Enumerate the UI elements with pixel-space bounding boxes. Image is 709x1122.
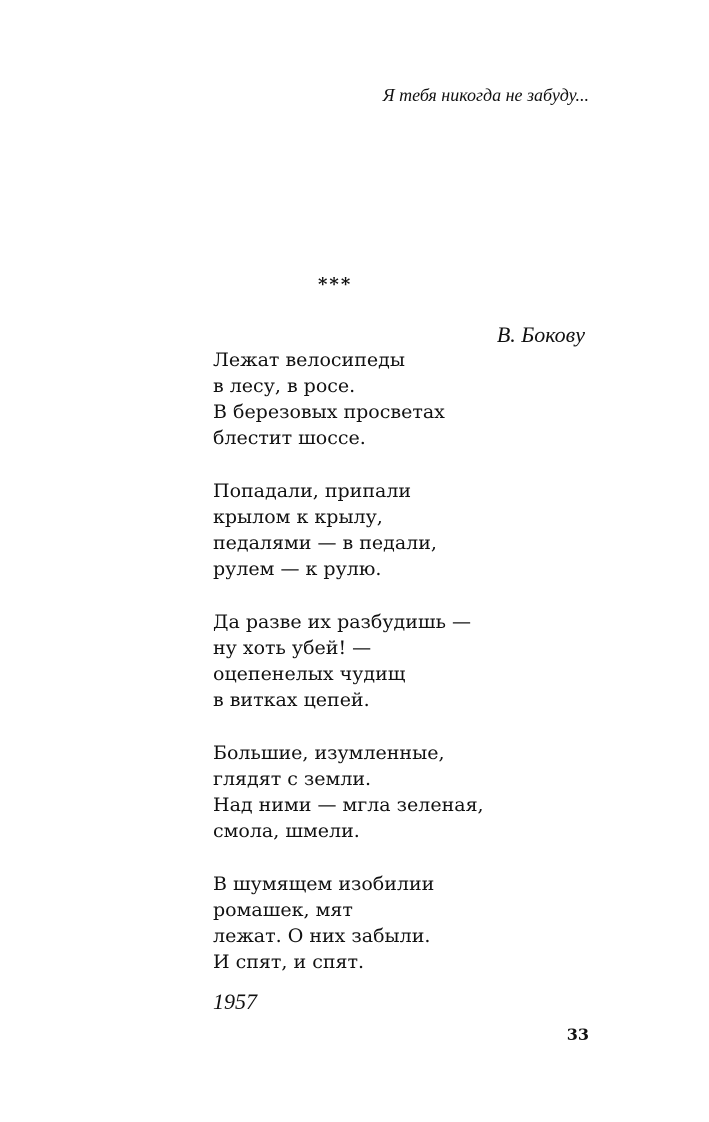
poem-line: в витках цепей. bbox=[213, 689, 370, 711]
poem-line: Лежат велосипеды bbox=[213, 349, 405, 371]
poem-title-asterism: *** bbox=[318, 274, 353, 295]
poem-line: В березовых просветах bbox=[213, 401, 445, 423]
poem-line: ромашек, мят bbox=[213, 899, 353, 921]
page-number: 33 bbox=[566, 1025, 589, 1044]
poem-line: крылом к крылу, bbox=[213, 506, 383, 528]
poem-line: Над ними — мгла зеленая, bbox=[213, 794, 484, 816]
stanza bbox=[213, 740, 533, 844]
poem-line: И спят, и спят. bbox=[213, 951, 365, 973]
poem-body bbox=[213, 347, 533, 1002]
poem-line: рулем — к рулю. bbox=[213, 558, 382, 580]
poem-line: В шумящем изобилии bbox=[213, 873, 435, 895]
stanza bbox=[213, 478, 533, 582]
poem-line: Да разве их разбудишь — bbox=[213, 611, 471, 633]
poem-line: педалями — в педали, bbox=[213, 532, 437, 554]
poem-dedication: В. Бокову bbox=[496, 322, 585, 347]
poem-line: лежат. О них забыли. bbox=[213, 925, 431, 947]
running-header: Я тебя никогда не забуду... bbox=[382, 85, 589, 105]
poem-line: смола, шмели. bbox=[213, 820, 360, 842]
stanza bbox=[213, 871, 533, 975]
stanza bbox=[213, 609, 533, 713]
poem-line: в лесу, в росе. bbox=[213, 375, 356, 397]
poem-line: Большие, изумленные, bbox=[213, 742, 445, 764]
poem-line: ну хоть убей! — bbox=[213, 637, 372, 659]
poem-line: оцепенелых чудищ bbox=[213, 663, 406, 685]
poem-line: Попадали, припали bbox=[213, 480, 412, 502]
poem-date: 1957 bbox=[213, 989, 257, 1014]
poem-line: блестит шоссе. bbox=[213, 427, 366, 449]
poem-line: глядят с земли. bbox=[213, 768, 372, 790]
stanza bbox=[213, 347, 533, 451]
